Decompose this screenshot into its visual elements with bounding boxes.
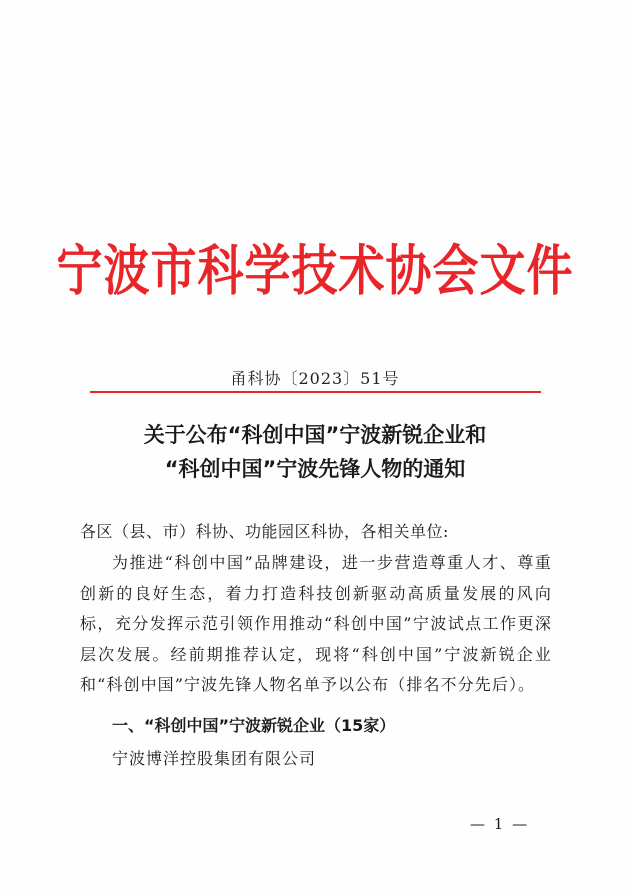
- red-divider-line: [90, 391, 541, 393]
- notice-title: [0, 418, 630, 486]
- page-number: — 1 —: [470, 815, 530, 833]
- masthead-title: 宁波市科学技术协会文件: [56, 238, 574, 303]
- notice-title-line-1: 关于公布“科创中国”宁波新锐企业和: [143, 423, 487, 447]
- notice-title-line-2: “科创中国”宁波先锋人物的通知: [164, 457, 466, 481]
- company-list-item: 宁波博洋控股集团有限公司: [112, 749, 317, 768]
- body-paragraph: 为推进“科创中国”品牌建设，进一步营造尊重人才、尊重创新的良好生态，着力打造科技创新驱动高质量发展的风向标，充分发挥示范引领作用推动“科创中国”宁波试点工作更深层次发展。经前期推荐认定，现将“科创中国”宁波新锐企业和“科创中国”宁波先锋人物名单予以公布（排名不分先后）。: [80, 553, 552, 694]
- document-number: 甬科协〔2023〕51号: [230, 369, 400, 388]
- salutation: 各区（县、市）科协、功能园区科协，各相关单位:: [80, 522, 449, 541]
- section-heading: 一、“科创中国”宁波新锐企业（15家）: [112, 716, 396, 735]
